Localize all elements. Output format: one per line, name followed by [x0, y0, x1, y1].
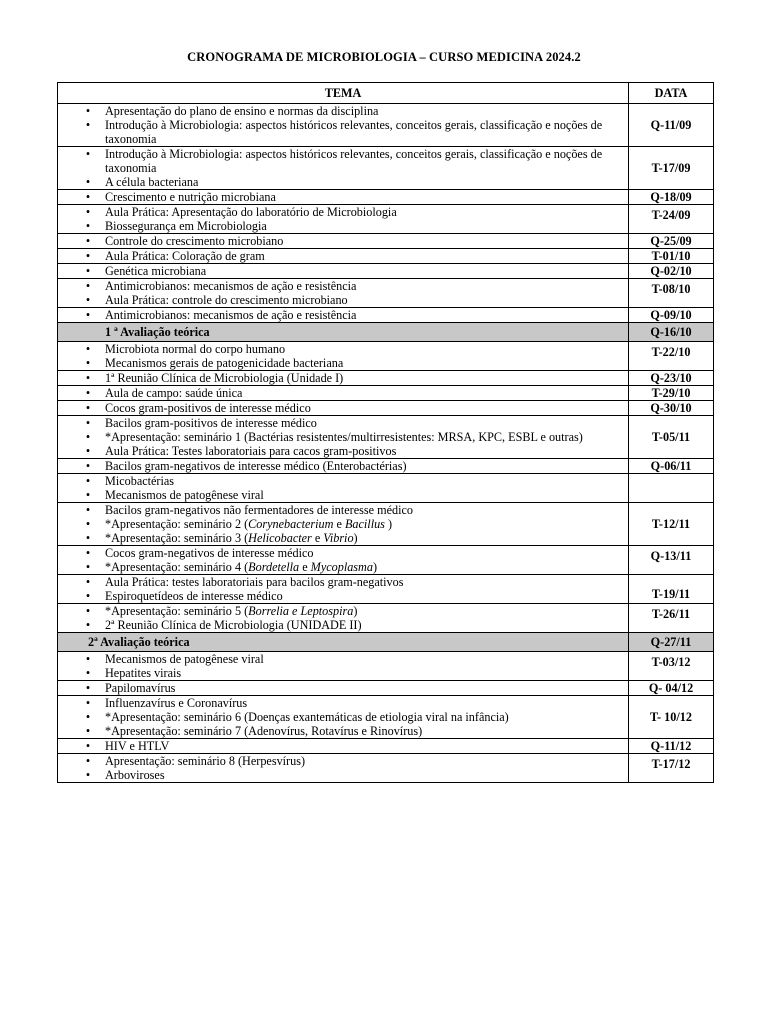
date-cell: T-29/10	[629, 386, 714, 401]
topic-text: Apresentação do plano de ensino e normas da disciplina	[105, 104, 379, 118]
topic-text: Arboviroses	[105, 768, 165, 782]
document-title: CRONOGRAMA DE MICROBIOLOGIA – CURSO MEDICINA 2024.2	[187, 50, 581, 64]
list-item	[58, 293, 628, 307]
tema-cell	[58, 754, 629, 783]
table-header-row	[58, 83, 714, 104]
topic-list	[58, 308, 628, 322]
table-row	[58, 754, 714, 783]
topic-list	[58, 249, 628, 263]
list-item	[58, 739, 628, 753]
bullet-icon: •	[85, 371, 91, 385]
table-row	[58, 279, 714, 308]
topic-text: Antimicrobianos: mecanismos de ação e resistência	[105, 279, 357, 293]
table-row	[58, 371, 714, 386]
header-data: DATA	[629, 83, 714, 104]
topic-list	[58, 416, 628, 458]
topic-text: *Apresentação: seminário 7 (Adenovírus, Rotavírus e Rinovírus)	[105, 724, 423, 738]
table-row	[58, 546, 714, 575]
list-item	[58, 401, 628, 415]
date-cell: T-08/10	[629, 279, 714, 308]
bullet-icon: •	[85, 604, 91, 618]
tema-cell	[58, 249, 629, 264]
table-row	[58, 459, 714, 474]
topic-text: Hepatites virais	[105, 666, 182, 680]
date-cell: Q- 04/12	[629, 681, 714, 696]
date-cell: Q-09/10	[629, 308, 714, 323]
topic-list	[58, 371, 628, 385]
date-cell: Q-11/12	[629, 739, 714, 754]
date-cell: Q-02/10	[629, 264, 714, 279]
bullet-icon: •	[85, 444, 91, 458]
bullet-icon: •	[85, 724, 91, 738]
topic-text: Mecanismos gerais de patogenicidade bacteriana	[105, 356, 344, 370]
topic-text: Introdução à Microbiologia: aspectos históricos relevantes, conceitos gerais, classificação e noções de taxonomia	[105, 118, 603, 146]
topic-text: Microbiota normal do corpo humano	[105, 342, 286, 356]
table-row	[58, 739, 714, 754]
topic-text: *Apresentação: seminário 4 (Bordetella e Mycoplasma)	[105, 560, 378, 574]
topic-text: Aula Prática: Testes laboratoriais para cacos gram-positivos	[105, 444, 397, 458]
list-item	[58, 205, 628, 219]
list-item	[58, 488, 628, 502]
topic-list	[58, 147, 628, 189]
date-cell: T-03/12	[629, 652, 714, 681]
list-item	[58, 503, 628, 517]
list-item	[58, 589, 628, 603]
bullet-icon: •	[85, 175, 91, 189]
bullet-icon: •	[85, 488, 91, 502]
tema-cell	[58, 459, 629, 474]
evaluation-label: 1 ª Avaliação teórica	[105, 325, 210, 339]
date-cell: T-24/09	[629, 205, 714, 234]
topic-text: Introdução à Microbiologia: aspectos históricos relevantes, conceitos gerais, classificação e noções de taxonomia	[105, 147, 603, 175]
topic-list	[58, 575, 628, 603]
list-item	[58, 219, 628, 233]
topic-list	[58, 546, 628, 574]
topic-text: *Apresentação: seminário 3 (Helicobacter e Vibrio)	[105, 531, 358, 545]
tema-cell	[58, 104, 629, 147]
list-item	[58, 249, 628, 263]
tema-cell	[58, 416, 629, 459]
list-item	[58, 546, 628, 560]
bullet-icon: •	[85, 147, 91, 161]
date-cell: T- 10/12	[629, 696, 714, 739]
list-item	[58, 474, 628, 488]
list-item	[58, 356, 628, 370]
tema-cell	[58, 474, 629, 503]
topic-text: *Apresentação: seminário 1 (Bactérias resistentes/multirresistentes: MRSA, KPC, ESBL e outras)	[105, 430, 583, 444]
tema-cell	[58, 546, 629, 575]
list-item	[58, 444, 628, 458]
table-row	[58, 249, 714, 264]
table-row	[58, 652, 714, 681]
bullet-icon: •	[85, 503, 91, 517]
bullet-icon: •	[85, 459, 91, 473]
topic-text: Bacilos gram-positivos de interesse médico	[105, 416, 317, 430]
topic-text: Bacilos gram-negativos de interesse médico (Enterobactérias)	[105, 459, 407, 473]
table-row	[58, 604, 714, 633]
bullet-icon: •	[85, 681, 91, 695]
tema-cell	[58, 308, 629, 323]
bullet-icon: •	[85, 739, 91, 753]
evaluation-row	[58, 323, 714, 342]
topic-list	[58, 696, 628, 738]
bullet-icon: •	[85, 652, 91, 666]
table-row	[58, 696, 714, 739]
list-item	[58, 190, 628, 204]
list-item	[58, 264, 628, 278]
list-item	[58, 681, 628, 695]
topic-list	[58, 739, 628, 753]
bullet-icon: •	[85, 219, 91, 233]
tema-cell	[58, 342, 629, 371]
bullet-icon: •	[85, 293, 91, 307]
table-row	[58, 205, 714, 234]
header-tema: TEMA	[58, 83, 629, 104]
tema-cell	[58, 575, 629, 604]
list-item	[58, 652, 628, 666]
bullet-icon: •	[85, 308, 91, 322]
table-row	[58, 474, 714, 503]
topic-list	[58, 264, 628, 278]
list-item	[58, 416, 628, 430]
topic-list	[58, 652, 628, 680]
bullet-icon: •	[85, 531, 91, 545]
date-cell: Q-25/09	[629, 234, 714, 249]
bullet-icon: •	[85, 249, 91, 263]
table-row	[58, 681, 714, 696]
tema-cell	[58, 190, 629, 205]
tema-cell	[58, 386, 629, 401]
date-cell: T-05/11	[629, 416, 714, 459]
bullet-icon: •	[85, 104, 91, 118]
bullet-icon: •	[85, 618, 91, 632]
date-cell: T-22/10	[629, 342, 714, 371]
list-item	[58, 459, 628, 473]
bullet-icon: •	[85, 342, 91, 356]
table-row	[58, 147, 714, 190]
topic-text: Genética microbiana	[105, 264, 207, 278]
topic-list	[58, 234, 628, 248]
bullet-icon: •	[85, 768, 91, 782]
list-item	[58, 308, 628, 322]
topic-list	[58, 190, 628, 204]
topic-text: Aula Prática: controle do crescimento microbiano	[105, 293, 348, 307]
bullet-icon: •	[85, 401, 91, 415]
bullet-icon: •	[85, 386, 91, 400]
topic-text: Cocos gram-positivos de interesse médico	[105, 401, 311, 415]
schedule-table	[57, 82, 714, 783]
tema-cell	[58, 147, 629, 190]
date-cell: Q-23/10	[629, 371, 714, 386]
bullet-icon: •	[85, 205, 91, 219]
list-item	[58, 430, 628, 444]
topic-text: *Apresentação: seminário 5 (Borrelia e Leptospira)	[105, 604, 358, 618]
topic-list	[58, 474, 628, 502]
topic-list	[58, 104, 628, 146]
tema-cell	[58, 696, 629, 739]
table-row	[58, 308, 714, 323]
topic-text: Aula Prática: Apresentação do laboratório de Microbiologia	[105, 205, 397, 219]
bullet-icon: •	[85, 264, 91, 278]
tema-cell	[58, 633, 629, 652]
list-item	[58, 724, 628, 738]
list-item	[58, 575, 628, 589]
date-cell: T-12/11	[629, 503, 714, 546]
date-cell: T-01/10	[629, 249, 714, 264]
list-item	[58, 118, 628, 146]
topic-text: Papilomavírus	[105, 681, 176, 695]
topic-list	[58, 386, 628, 400]
tema-cell	[58, 503, 629, 546]
list-item	[58, 104, 628, 118]
topic-text: HIV e HTLV	[105, 739, 170, 753]
topic-list	[58, 681, 628, 695]
list-item	[58, 517, 628, 531]
table-row	[58, 401, 714, 416]
topic-text: Bacilos gram-negativos não fermentadores de interesse médico	[105, 503, 413, 517]
topic-list	[58, 503, 628, 545]
bullet-icon: •	[85, 279, 91, 293]
table-row	[58, 416, 714, 459]
tema-cell	[58, 323, 629, 342]
bullet-icon: •	[85, 356, 91, 370]
table-row	[58, 342, 714, 371]
topic-text: Micobactérias	[105, 474, 175, 488]
list-item	[58, 560, 628, 574]
topic-text: Aula Prática: Coloração de gram	[105, 249, 265, 263]
topic-text: Controle do crescimento microbiano	[105, 234, 284, 248]
tema-cell	[58, 681, 629, 696]
topic-text: 1ª Reunião Clínica de Microbiologia (Unidade I)	[105, 371, 344, 385]
topic-text: Cocos gram-negativos de interesse médico	[105, 546, 314, 560]
topic-text: Mecanismos de patogênese viral	[105, 488, 264, 502]
date-cell: T-26/11	[629, 604, 714, 633]
bullet-icon: •	[85, 546, 91, 560]
date-cell: Q-16/10	[629, 323, 714, 342]
tema-cell	[58, 652, 629, 681]
list-item	[58, 696, 628, 710]
date-cell: T-19/11	[629, 575, 714, 604]
list-item	[58, 234, 628, 248]
date-cell: Q-06/11	[629, 459, 714, 474]
bullet-icon: •	[85, 118, 91, 132]
bullet-icon: •	[85, 666, 91, 680]
tema-cell	[58, 264, 629, 279]
topic-list	[58, 205, 628, 233]
topic-list	[58, 279, 628, 307]
topic-text: Aula de campo: saúde única	[105, 386, 243, 400]
tema-cell	[58, 401, 629, 416]
topic-list	[58, 342, 628, 370]
list-item	[58, 279, 628, 293]
bullet-icon: •	[85, 430, 91, 444]
topic-list	[58, 459, 628, 473]
list-item	[58, 371, 628, 385]
list-item	[58, 342, 628, 356]
bullet-icon: •	[85, 416, 91, 430]
table-row	[58, 104, 714, 147]
topic-text: Espiroquetídeos de interesse médico	[105, 589, 283, 603]
topic-text: A célula bacteriana	[105, 175, 199, 189]
table-row	[58, 503, 714, 546]
list-item	[58, 531, 628, 545]
list-item	[58, 386, 628, 400]
date-cell: Q-13/11	[629, 546, 714, 575]
bullet-icon: •	[85, 575, 91, 589]
bullet-icon: •	[85, 710, 91, 724]
bullet-icon: •	[85, 560, 91, 574]
list-item	[58, 666, 628, 680]
topic-text: Antimicrobianos: mecanismos de ação e resistência	[105, 308, 357, 322]
date-cell: Q-30/10	[629, 401, 714, 416]
date-cell: Q-11/09	[629, 104, 714, 147]
topic-text: Mecanismos de patogênese viral	[105, 652, 264, 666]
topic-text: *Apresentação: seminário 2 (Corynebacterium e Bacillus )	[105, 517, 393, 531]
table-row	[58, 386, 714, 401]
table-row	[58, 234, 714, 249]
table-row	[58, 190, 714, 205]
bullet-icon: •	[85, 754, 91, 768]
list-item	[58, 147, 628, 175]
topic-text: Crescimento e nutrição microbiana	[105, 190, 276, 204]
tema-cell	[58, 371, 629, 386]
bullet-icon: •	[85, 190, 91, 204]
bullet-icon: •	[85, 234, 91, 248]
tema-cell	[58, 739, 629, 754]
bullet-icon: •	[85, 474, 91, 488]
date-cell	[629, 474, 714, 503]
date-cell: Q-18/09	[629, 190, 714, 205]
topic-text: Biossegurança em Microbiologia	[105, 219, 267, 233]
topic-list	[58, 754, 628, 782]
bullet-icon: •	[85, 589, 91, 603]
table-row	[58, 575, 714, 604]
topic-text: Influenzavírus e Coronavírus	[105, 696, 248, 710]
topic-list	[58, 401, 628, 415]
evaluation-row	[58, 633, 714, 652]
tema-cell	[58, 279, 629, 308]
topic-text: 2ª Reunião Clínica de Microbiologia (UNIDADE II)	[105, 618, 362, 632]
list-item	[58, 175, 628, 189]
bullet-icon: •	[85, 517, 91, 531]
tema-cell	[58, 205, 629, 234]
list-item	[58, 754, 628, 768]
tema-cell	[58, 604, 629, 633]
topic-list	[58, 604, 628, 632]
list-item	[58, 618, 628, 632]
bullet-icon: •	[85, 696, 91, 710]
topic-text: *Apresentação: seminário 6 (Doenças exantemáticas de etiologia viral na infância)	[105, 710, 509, 724]
date-cell: T-17/12	[629, 754, 714, 783]
date-cell: T-17/09	[629, 147, 714, 190]
evaluation-label: 2ª Avaliação teórica	[88, 635, 190, 649]
list-item	[58, 768, 628, 782]
topic-text: Aula Prática: testes laboratoriais para bacilos gram-negativos	[105, 575, 404, 589]
list-item	[58, 710, 628, 724]
table-row	[58, 264, 714, 279]
list-item	[58, 604, 628, 618]
tema-cell	[58, 234, 629, 249]
date-cell: Q-27/11	[629, 633, 714, 652]
topic-text: Apresentação: seminário 8 (Herpesvírus)	[105, 754, 306, 768]
